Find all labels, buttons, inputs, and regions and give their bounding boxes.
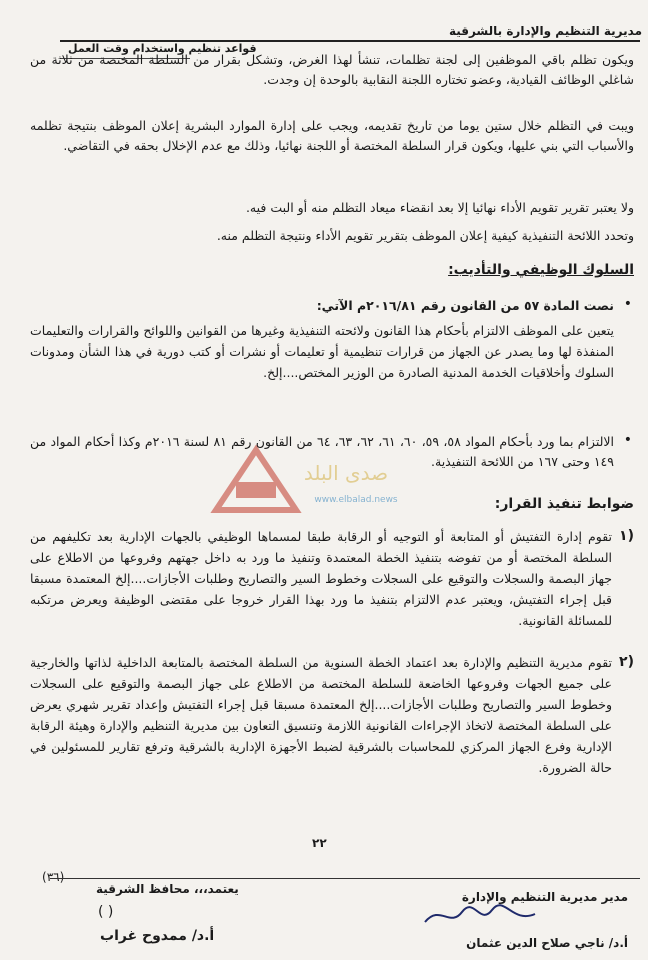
- list-item-number: ٢): [619, 654, 634, 670]
- paragraph-executive-regulation: وتحدد اللائحة التنفيذية كيفية إعلان الموظف بتقرير تقويم الأداء ونتيجة التظلم منه.: [216, 228, 634, 243]
- paragraph-block-3: [30, 198, 634, 218]
- paragraph-block-2: [30, 116, 634, 156]
- section-heading-conduct: السلوك الوظيفي والتأديب:: [448, 262, 634, 278]
- news-watermark: [196, 440, 446, 520]
- signature-governor-title: يعتمد،،، محافظ الشرقية: [96, 882, 239, 896]
- footer-rule: [50, 878, 640, 879]
- paragraph-block-1: [30, 50, 634, 90]
- watermark-site-text: www.elbalad.news: [314, 495, 398, 505]
- signature-governor-placeholder: ( ): [98, 904, 114, 920]
- watermark-triangle: [216, 450, 296, 510]
- control-inspection-text: تقوم إدارة التفتيش أو المتابعة أو التوجيه أو الرقابة طبقا لمسماها الوظيفي بالجهات الإدارية بعد تكليفهم من السلطة المختصة أو من تفوضه بتنفيذ الخطة المعتمدة وتنفيذ ما ورد به داخل جهتهم وفروعها من الاطلاع على جهاز البصمة والسجلات والتوقيع على السجلات وخطوط السير والتصاريح وطلبات الأجازات....إلخ المعتمدة مسبقا قبل إجراء التفتيش، ويعتبر عدم الالتزام بتنفيذ ما ورد بهذا القرار خروجا على مقتضى الوظيفة ويعرض مرتكبه للمسائلة القانونية.: [30, 529, 612, 628]
- control-directorate-text: تقوم مديرية التنظيم والإدارة بعد اعتماد الخطة السنوية من السلطة المختصة بالمتابعة الداخلية لذاتها والخارجية على جميع الجهات وفروعها الخاضعة للسلطة المختصة من الاطلاع على جهاز البصمة والتوقيع على السجلات وخطوط السير والتصاريح وطلبات الأجازات....إلخ المعتمدة مسبقا قبل إجراء التفتيش وإعداد تقرير شهري يعرض على السلطة المختصة لاتخاذ الإجراءات القانونية اللازمة وتنسيق التعاون بين مديرية التنظيم والإدارة وهيئة الرقابة الإدارية وفرع الجهاز المركزي للمحاسبات بالشرقية لضبط الأجهزة الإدارية بالشرقية وترفع تقارير للمسئولين في حالة الضرورة.: [30, 655, 612, 775]
- page-number-center: ٢٢: [312, 836, 327, 850]
- page-number-left: (٣٦): [42, 870, 65, 884]
- signature-governor-name: أ.د/ ممدوح غراب: [100, 928, 215, 944]
- bullet-marker: •: [623, 296, 632, 312]
- list-item-2: [30, 652, 612, 778]
- handwritten-signature: [420, 902, 540, 930]
- list-item-1: [30, 526, 612, 631]
- signature-director-name: أ.د/ ناجي صلاح الدين عثمان: [466, 936, 628, 950]
- bullet-articles-commitment: الالتزام بما ورد بأحكام المواد ٥٨، ٥٩، ٦٠، ٦١، ٦٢، ٦٣، ٦٤ من القانون رقم ٨١ لسنة ٢٠١٦م وكذا أحكام المواد من ١٤٩ وحتى ١٦٧ من اللائحة التنفيذية.: [30, 434, 615, 469]
- bullet-quote-block: [30, 320, 614, 383]
- article-57-quote: يتعين على الموظف الالتزام بأحكام هذا القانون ولائحته التنفيذية وغيرها من القوانين واللوائح والقرارات والتعليمات المنفذة لها وما يصدر عن الجهاز من قرارات تنظيمية أو تعليمات أو نشرات أو كتب دورية في هذا الشأن ومدونات السلوك وأخلاقيات الخدمة المدنية الصادرة من الوزير المختص....إلخ.: [30, 323, 614, 380]
- bullet-article-57-intro: نصت المادة ٥٧ من القانون رقم ٢٠١٦/٨١م الآتي:: [316, 298, 614, 313]
- signature-stroke: [425, 905, 535, 922]
- bullet-marker: •: [623, 432, 632, 448]
- paragraph-grievance-decision: ويبت في التظلم خلال ستين يوما من تاريخ تقديمه، ويجب على إدارة الموارد البشرية إعلان الموظف بنتيجة تظلمه والأسباب التي بني عليها، ويكون قرار السلطة المختصة أو اللجنة نهائيا، وذلك مع عدم الإخلال بحقه في التقاضي.: [30, 118, 634, 153]
- watermark-logo-box: [236, 482, 276, 498]
- bullet-intro-block: [30, 296, 614, 316]
- list-item-number: ١): [619, 528, 634, 544]
- header-directorate-title: مديرية التنظيم والإدارة بالشرقية: [448, 24, 642, 38]
- paragraph-grievance-committee: ويكون تظلم باقي الموظفين إلى لجنة تظلمات، تنشأ لهذا الغرض، وتشكل بقرار من السلطة المختصة من ثلاثة من شاغلي الوظائف القيادية، وعضو تختاره اللجنة النقابية بالوحدة إن وجدت.: [30, 52, 634, 87]
- header-rules-title: قواعد تنظيم واستخدام وقت العمل: [68, 42, 257, 55]
- paragraph-report-final: ولا يعتبر تقرير تقويم الأداء نهائيا إلا بعد انقضاء ميعاد التظلم منه أو البت فيه.: [245, 200, 634, 215]
- paragraph-block-4: [30, 226, 634, 246]
- section-heading-controls: ضوابط تنفيذ القرار:: [494, 496, 634, 512]
- signature-director-title: مدير مديرية التنظيم والإدارة: [461, 890, 628, 904]
- watermark-logo-text: صدى البلد: [303, 461, 389, 485]
